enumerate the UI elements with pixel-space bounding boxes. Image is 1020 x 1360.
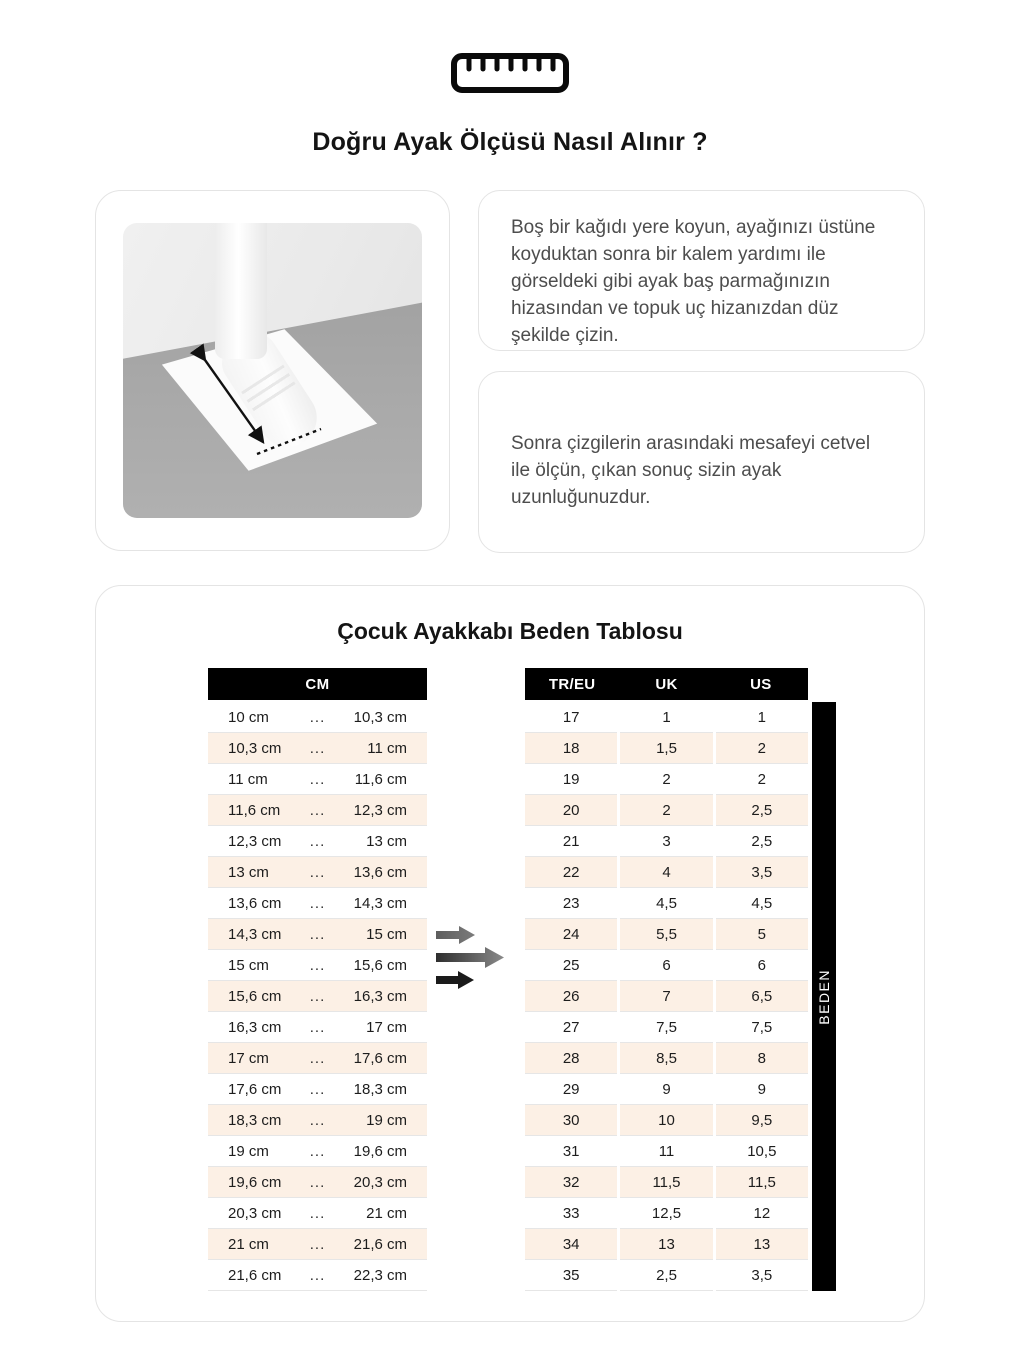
range-dots: ... [309, 1049, 326, 1067]
cm-table-row [208, 1229, 427, 1260]
cm-range-to: 17 cm [366, 1018, 407, 1036]
size-cell: 35 [525, 1260, 617, 1291]
cm-range-to: 15,6 cm [353, 956, 407, 974]
size-cell: 21 [525, 826, 617, 857]
toe-dotted-line [257, 429, 321, 454]
size-table-row [525, 1229, 808, 1260]
page-title: Doğru Ayak Ölçüsü Nasıl Alınır ? [312, 128, 708, 156]
range-dots: ... [309, 1173, 326, 1191]
size-table-row [525, 981, 808, 1012]
cm-table-row [208, 764, 427, 795]
size-cell: 11,5 [716, 1167, 808, 1198]
range-dots: ... [309, 1111, 326, 1129]
size-cell: 19 [525, 764, 617, 795]
range-dots: ... [309, 770, 326, 788]
cm-table-row [208, 826, 427, 857]
size-cell: 2 [716, 733, 808, 764]
instruction-step-1-text: Boş bir kağıdı yere koyun, ayağınızı üstüne koyduktan sonra bir kalem yardımı ile görseldeki gibi ayak baş parmağınızın hizasından ve topuk uç hizanızdan düz şekilde çizin. [511, 217, 876, 346]
size-cell: 33 [525, 1198, 617, 1229]
size-cell: 7,5 [716, 1012, 808, 1043]
size-table-header-uk: UK [655, 675, 678, 693]
foot-measure-photo-card [95, 190, 450, 551]
size-cell: 31 [525, 1136, 617, 1167]
cm-range-from: 13 cm [228, 863, 269, 881]
size-cell: 28 [525, 1043, 617, 1074]
cm-range-to: 13,6 cm [353, 863, 407, 881]
cm-table-row [208, 950, 427, 981]
size-cell: 1,5 [620, 733, 712, 764]
cm-range-to: 14,3 cm [353, 894, 407, 912]
cm-table-row [208, 1260, 427, 1291]
cm-range-from: 11,6 cm [228, 801, 281, 819]
range-dots: ... [309, 1235, 326, 1253]
size-table-row [525, 702, 808, 733]
beden-side-bar [812, 702, 836, 1291]
cm-range-from: 21,6 cm [228, 1266, 282, 1284]
size-cell: 12,5 [620, 1198, 712, 1229]
cm-range-from: 17 cm [228, 1049, 269, 1067]
cm-range-to: 18,3 cm [353, 1080, 407, 1098]
size-cell: 11,5 [620, 1167, 712, 1198]
cm-range-from: 15 cm [228, 956, 269, 974]
cm-table-header: CM [208, 668, 427, 700]
size-cell: 2 [620, 764, 712, 795]
size-table-row [525, 795, 808, 826]
size-table-header-us: US [750, 675, 772, 693]
ruler-icon [0, 52, 1020, 94]
range-dots: ... [309, 801, 326, 819]
size-cell: 27 [525, 1012, 617, 1043]
size-table-row [525, 950, 808, 981]
cm-range-from: 19,6 cm [228, 1173, 282, 1191]
size-table-header [525, 668, 808, 700]
range-dots: ... [309, 832, 326, 850]
size-cell: 2,5 [716, 826, 808, 857]
international-size-table [525, 668, 808, 1291]
cm-range-from: 11 cm [228, 770, 268, 788]
cm-range-to: 11,6 cm [354, 770, 407, 788]
size-cell: 5 [716, 919, 808, 950]
foot-measure-photo [123, 223, 422, 518]
size-cell: 3,5 [716, 1260, 808, 1291]
size-cell: 4 [620, 857, 712, 888]
cm-table-row [208, 919, 427, 950]
size-cell: 24 [525, 919, 617, 950]
size-table-body [525, 702, 808, 1291]
size-cell: 9,5 [716, 1105, 808, 1136]
cm-table [208, 668, 427, 1291]
size-cell: 7 [620, 981, 712, 1012]
size-cell: 5,5 [620, 919, 712, 950]
size-cell: 12 [716, 1198, 808, 1229]
cm-table-row [208, 733, 427, 764]
size-table-row [525, 919, 808, 950]
size-cell: 2 [716, 764, 808, 795]
size-cell: 9 [620, 1074, 712, 1105]
instruction-step-2-box [478, 371, 925, 553]
size-cell: 11 [620, 1136, 712, 1167]
size-cell: 6 [716, 950, 808, 981]
instructions-section [95, 190, 925, 553]
cm-table-row [208, 702, 427, 733]
size-cell: 10,5 [716, 1136, 808, 1167]
size-cell: 20 [525, 795, 617, 826]
size-cell: 13 [620, 1229, 712, 1260]
range-dots: ... [309, 894, 326, 912]
cm-range-to: 20,3 cm [353, 1173, 407, 1191]
cm-range-from: 16,3 cm [228, 1018, 282, 1036]
size-cell: 4,5 [716, 888, 808, 919]
cm-table-row [208, 1198, 427, 1229]
size-cell: 26 [525, 981, 617, 1012]
range-dots: ... [309, 1204, 326, 1222]
size-table-row [525, 764, 808, 795]
size-cell: 3,5 [716, 857, 808, 888]
cm-range-from: 14,3 cm [228, 925, 282, 943]
cm-table-row [208, 1043, 427, 1074]
size-table-row [525, 1136, 808, 1167]
size-table-row [525, 826, 808, 857]
cm-table-row [208, 857, 427, 888]
cm-range-from: 18,3 cm [228, 1111, 282, 1129]
size-table-row [525, 1198, 808, 1229]
cm-table-row [208, 795, 427, 826]
size-cell: 6,5 [716, 981, 808, 1012]
size-table-row [525, 1260, 808, 1291]
cm-range-to: 21 cm [366, 1204, 407, 1222]
instruction-step-1-box [478, 190, 925, 351]
size-cell: 6 [620, 950, 712, 981]
size-cell: 1 [716, 702, 808, 733]
size-cell: 8 [716, 1043, 808, 1074]
size-chart-card [95, 585, 925, 1322]
size-cell: 29 [525, 1074, 617, 1105]
size-table-row [525, 1012, 808, 1043]
size-table-row [525, 733, 808, 764]
size-cell: 4,5 [620, 888, 712, 919]
cm-table-row [208, 981, 427, 1012]
cm-range-to: 12,3 cm [353, 801, 407, 819]
size-cell: 8,5 [620, 1043, 712, 1074]
size-table-row [525, 1105, 808, 1136]
cm-range-to: 21,6 cm [353, 1235, 407, 1253]
range-dots: ... [309, 925, 326, 943]
size-table-row [525, 888, 808, 919]
range-dots: ... [309, 987, 326, 1005]
size-cell: 9 [716, 1074, 808, 1105]
cm-table-body [208, 702, 427, 1291]
cm-range-from: 17,6 cm [228, 1080, 282, 1098]
cm-range-from: 19 cm [228, 1142, 269, 1160]
cm-range-from: 13,6 cm [228, 894, 282, 912]
instruction-step-2-text: Sonra çizgilerin arasındaki mesafeyi cetvel ile ölçün, çıkan sonuç sizin ayak uzunluğunuzdur. [511, 433, 871, 508]
beden-label: BEDEN [816, 968, 832, 1025]
cm-range-from: 15,6 cm [228, 987, 282, 1005]
cm-range-to: 10,3 cm [353, 708, 407, 726]
range-dots: ... [309, 1018, 326, 1036]
size-cell: 7,5 [620, 1012, 712, 1043]
cm-range-from: 21 cm [228, 1235, 269, 1253]
cm-range-to: 13 cm [366, 832, 407, 850]
size-cell: 30 [525, 1105, 617, 1136]
cm-range-from: 10 cm [228, 708, 269, 726]
transfer-arrows-icon [433, 923, 511, 995]
range-dots: ... [309, 1080, 326, 1098]
size-cell: 3 [620, 826, 712, 857]
size-table-row [525, 1043, 808, 1074]
cm-range-from: 20,3 cm [228, 1204, 282, 1222]
size-cell: 13 [716, 1229, 808, 1260]
cm-range-to: 19,6 cm [353, 1142, 407, 1160]
size-table-header-tr-eu: TR/EU [548, 675, 596, 693]
range-dots: ... [309, 1266, 326, 1284]
cm-range-to: 22,3 cm [353, 1266, 407, 1284]
range-dots: ... [309, 956, 326, 974]
size-tables [96, 668, 924, 1293]
size-table-row [525, 1167, 808, 1198]
cm-range-to: 11 cm [367, 739, 407, 757]
cm-range-to: 19 cm [366, 1111, 407, 1129]
size-cell: 22 [525, 857, 617, 888]
size-cell: 2,5 [620, 1260, 712, 1291]
cm-range-to: 15 cm [366, 925, 407, 943]
range-dots: ... [309, 863, 326, 881]
cm-table-row [208, 1105, 427, 1136]
size-cell: 34 [525, 1229, 617, 1260]
size-cell: 2,5 [716, 795, 808, 826]
cm-table-row [208, 1167, 427, 1198]
cm-range-from: 10,3 cm [228, 739, 282, 757]
range-dots: ... [309, 1142, 326, 1160]
size-table-row [525, 857, 808, 888]
size-cell: 1 [620, 702, 712, 733]
size-cell: 25 [525, 950, 617, 981]
size-cell: 32 [525, 1167, 617, 1198]
size-cell: 23 [525, 888, 617, 919]
cm-range-to: 17,6 cm [353, 1049, 407, 1067]
cm-table-row [208, 888, 427, 919]
range-dots: ... [309, 739, 326, 757]
cm-table-row [208, 1136, 427, 1167]
size-cell: 18 [525, 733, 617, 764]
cm-range-to: 16,3 cm [353, 987, 407, 1005]
size-cell: 2 [620, 795, 712, 826]
size-cell: 17 [525, 702, 617, 733]
size-chart-title: Çocuk Ayakkabı Beden Tablosu [337, 618, 683, 644]
measure-arrow-icon [123, 223, 422, 518]
size-cell: 10 [620, 1105, 712, 1136]
cm-range-from: 12,3 cm [228, 832, 282, 850]
cm-table-row [208, 1012, 427, 1043]
size-table-row [525, 1074, 808, 1105]
range-dots: ... [309, 708, 326, 726]
cm-table-row [208, 1074, 427, 1105]
